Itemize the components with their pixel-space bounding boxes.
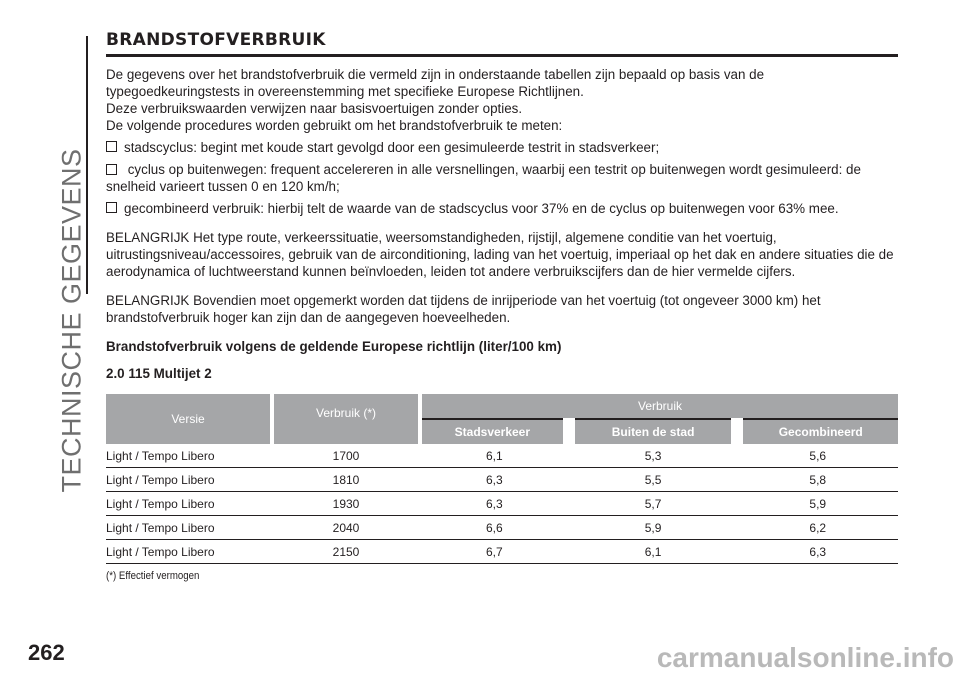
- cell-stadsverkeer: 6,6: [420, 516, 569, 540]
- cell-buiten-de-stad: 5,7: [569, 492, 738, 516]
- side-divider-line: [86, 36, 88, 294]
- table-footnote: (*) Effectief vermogen: [106, 570, 200, 582]
- table-row: [106, 468, 898, 492]
- header-gecombineerd: Gecombineerd: [737, 419, 898, 444]
- header-verbruik-group: Verbruik: [420, 394, 898, 419]
- cell-versie: Light / Tempo Libero: [106, 468, 272, 492]
- checkbox-bullet-icon: [106, 164, 117, 175]
- cell-buiten-de-stad: 5,3: [569, 444, 738, 468]
- header-stadsverkeer: Stadsverkeer: [420, 419, 569, 444]
- intro-text: [106, 66, 898, 134]
- cell-verbruik-cc: 1700: [272, 444, 420, 468]
- cell-stadsverkeer: 6,7: [420, 540, 569, 564]
- cell-stadsverkeer: 6,3: [420, 468, 569, 492]
- cell-gecombineerd: 6,3: [737, 540, 898, 564]
- intro-line-1: De gegevens over het brandstofverbruik die vermeld zijn in onderstaande tabellen zijn bepaald op basis van de typegoedkeuringstests in overeenstemming met specifieke Europese Richtlijnen.: [106, 67, 765, 99]
- table-heading: Brandstofverbruik volgens de geldende Europese richtlijn (liter/100 km): [106, 339, 562, 354]
- chapter-title-text: TECHNISCHE GEGEVENS: [56, 147, 87, 493]
- cell-verbruik-cc: 2040: [272, 516, 420, 540]
- checkbox-bullet-icon: [106, 141, 117, 152]
- header-buiten-de-stad: Buiten de stad: [569, 419, 738, 444]
- cell-gecombineerd: 5,6: [737, 444, 898, 468]
- intro-line-2: Deze verbruikswaarden verwijzen naar basisvoertuigen zonder opties.: [106, 101, 523, 116]
- table-row: [106, 492, 898, 516]
- section-title: BRANDSTOFVERBRUIK: [106, 30, 898, 57]
- cell-buiten-de-stad: 6,1: [569, 540, 738, 564]
- cell-stadsverkeer: 6,1: [420, 444, 569, 468]
- chapter-side-title: [52, 147, 92, 493]
- cell-versie: Light / Tempo Libero: [106, 516, 272, 540]
- table-row: [106, 516, 898, 540]
- table-row: [106, 540, 898, 564]
- cell-versie: Light / Tempo Libero: [106, 540, 272, 564]
- cell-verbruik-cc: 2150: [272, 540, 420, 564]
- bullet-item: [106, 139, 898, 156]
- bullet-item: [106, 161, 898, 195]
- header-versie: Versie: [106, 394, 272, 444]
- bullet-text: cyclus op buitenwegen: frequent accelereren in alle versnellingen, waarbij een testrit op buitenwegen wordt gesimuleerd: de snelheid varieert tussen 0 en 120 km/h;: [106, 162, 861, 194]
- cell-stadsverkeer: 6,3: [420, 492, 569, 516]
- cell-versie: Light / Tempo Libero: [106, 492, 272, 516]
- cell-gecombineerd: 5,9: [737, 492, 898, 516]
- checkbox-bullet-icon: [106, 202, 117, 213]
- cell-buiten-de-stad: 5,9: [569, 516, 738, 540]
- important-note-1: BELANGRIJK Het type route, verkeerssituatie, weersomstandigheden, rijstijl, algemene conditie van het voertuig, uitrustingsniveau/accessoires, gebruik van de airconditioning, lading van het voertuig, imperiaal op het dak en andere situaties die de aerodynamica of luchtweerstand kunnen beïnvloeden, leiden tot andere verbruikscijfers dan de hier vermelde cijfers.: [106, 230, 894, 279]
- bullet-text: stadscyclus: begint met koude start gevolgd door een gesimuleerde testrit in stadsverkeer;: [124, 140, 660, 155]
- consumption-table: [106, 394, 898, 564]
- main-content: [106, 30, 898, 582]
- table-row: [106, 444, 898, 468]
- cell-gecombineerd: 6,2: [737, 516, 898, 540]
- cell-buiten-de-stad: 5,5: [569, 468, 738, 492]
- bullet-item: [106, 200, 898, 217]
- cell-gecombineerd: 5,8: [737, 468, 898, 492]
- page-number: 262: [28, 640, 65, 665]
- cell-versie: Light / Tempo Libero: [106, 444, 272, 468]
- watermark-text: carmanualsonline.info: [656, 642, 954, 673]
- header-verbruik-cc: Verbruik (*): [272, 394, 420, 444]
- cell-verbruik-cc: 1930: [272, 492, 420, 516]
- intro-line-3: De volgende procedures worden gebruikt om het brandstofverbruik te meten:: [106, 118, 563, 133]
- important-note-2: BELANGRIJK Bovendien moet opgemerkt worden dat tijdens de inrijperiode van het voertuig (tot ongeveer 3000 km) het brandstofverbruik hoger kan zijn dan de aangegeven hoeveelheden.: [106, 293, 821, 325]
- cell-verbruik-cc: 1810: [272, 468, 420, 492]
- bullet-text: gecombineerd verbruik: hierbij telt de waarde van de stadscyclus voor 37% en de cyclus op buitenwegen voor 63% mee.: [124, 201, 839, 216]
- engine-heading: 2.0 115 Multijet 2: [106, 366, 212, 381]
